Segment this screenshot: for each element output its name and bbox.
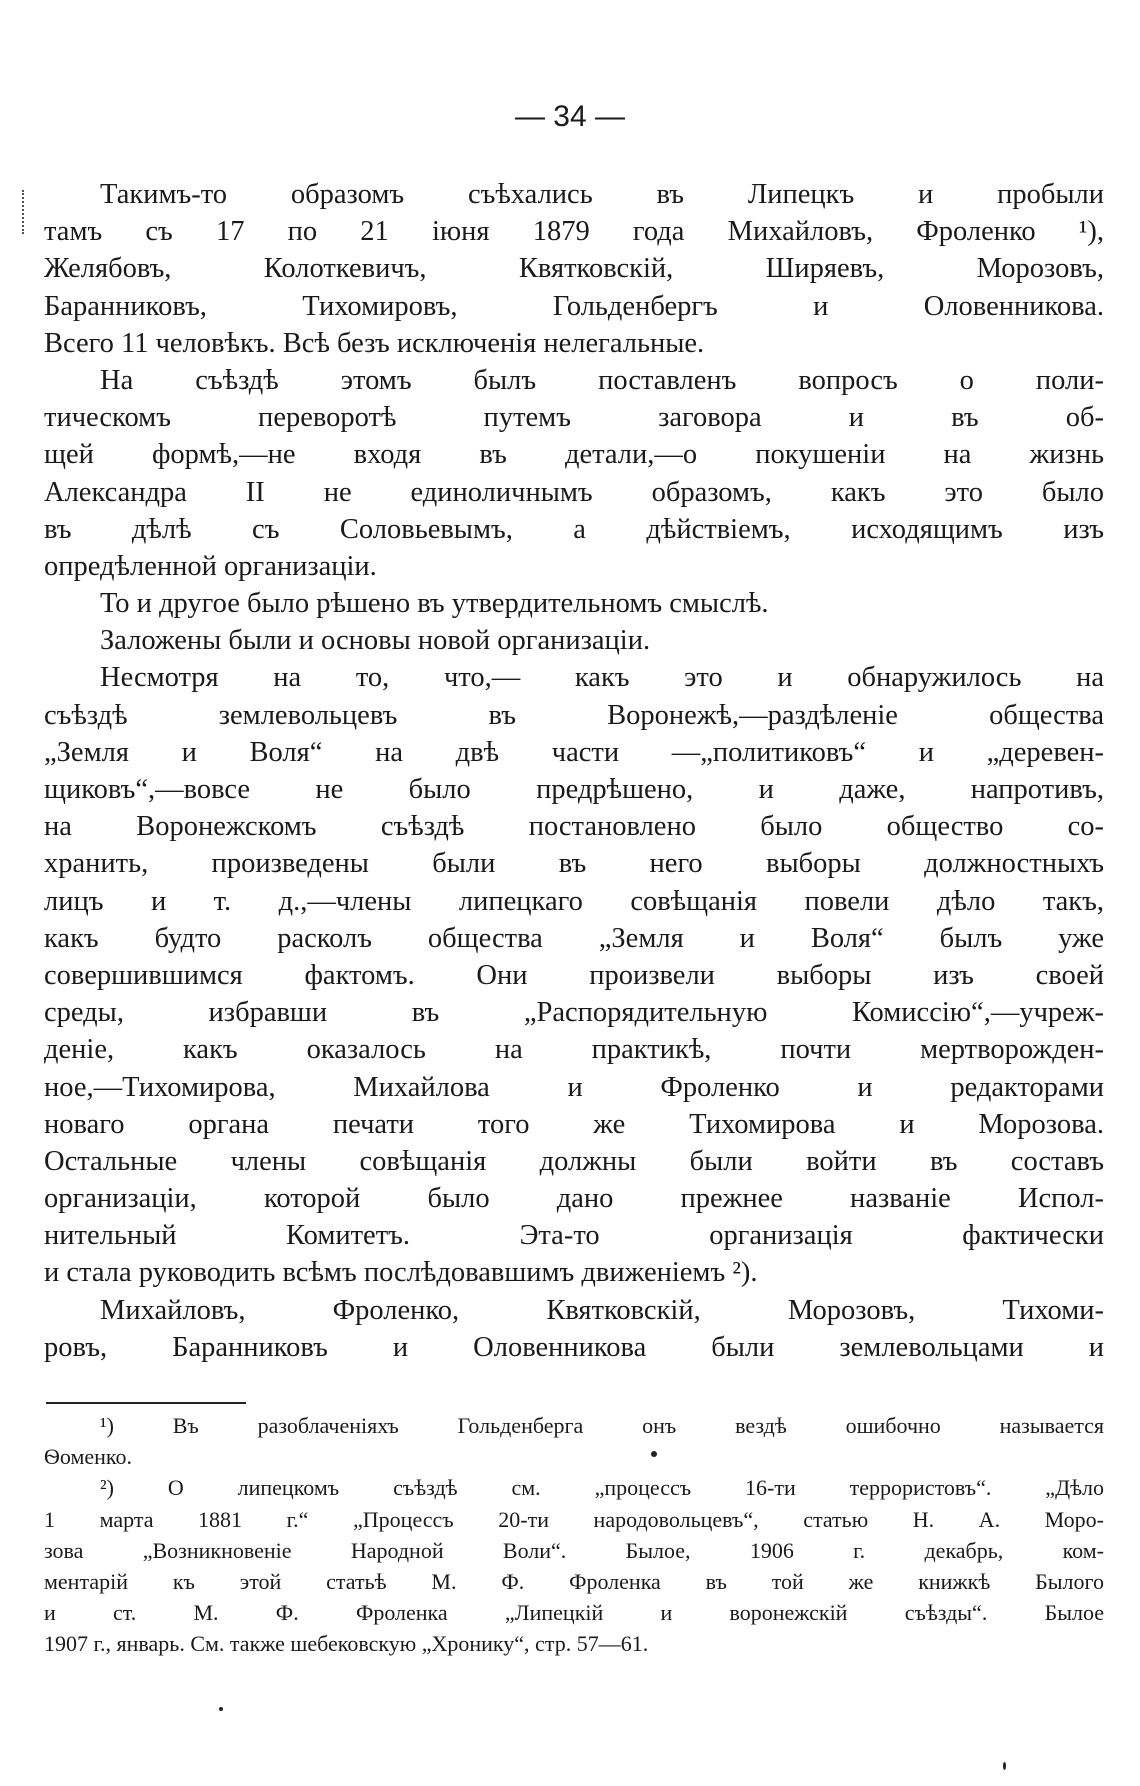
text-line: и стала руководить всѣмъ послѣдовавшимъ движеніемъ ²). <box>44 1257 758 1289</box>
text-line: Михайловъ, Фроленко, Квятковскій, Морозовъ, Тихоми- <box>100 1294 1104 1326</box>
text-line: хранить, произведены были въ него выборы должностныхъ <box>44 848 1104 880</box>
text-line: совершившимся фактомъ. Они произвели выборы изъ своей <box>44 959 1104 991</box>
paragraph <box>44 585 1104 659</box>
text-line: Всего 11 человѣкъ. Всѣ безъ исключенія нелегальные. <box>44 327 705 359</box>
text-line: ментарій къ этой статьѣ М. Ф. Фроленка въ той же книжкѣ Былого <box>44 1568 1104 1594</box>
text-line: 1 марта 1881 г.“ „Процессъ 20-ти народовольцевъ“, статью Н. А. Моро- <box>44 1506 1104 1532</box>
text-line: на Воронежскомъ съѣздѣ постановлено было общество со- <box>44 811 1104 843</box>
text-line: Несмотря на то, что,— какъ это и обнаружилось на <box>100 662 1104 694</box>
text-line: Такимъ-то образомъ съѣхались въ Липецкъ и пробыли <box>100 179 1104 210</box>
text-line: деніе, какъ оказалось на практикѣ, почти мертворожден- <box>44 1034 1104 1066</box>
text-line: опредѣленной организаціи. <box>44 550 377 582</box>
main-text <box>44 176 1104 1366</box>
text-line: ¹) Въ разоблаченіяхъ Гольденберга онъ вездѣ ошибочно называется <box>100 1413 1104 1438</box>
text-line: тамъ съ 17 по 21 іюня 1879 года Михайловъ, Фроленко ¹), <box>44 216 1104 248</box>
text-line: среды, избравши въ „Распорядительную Комиссію“,—учреж- <box>44 997 1104 1029</box>
text-line: Ѳоменко. <box>44 1444 132 1470</box>
footnote <box>44 1472 1104 1659</box>
text-line: зова „Возникновеніе Народной Воли“. Былое, 1906 г. декабрь, ком- <box>44 1537 1104 1563</box>
text-line: какъ будто расколъ общества „Земля и Воля“ былъ уже <box>44 922 1104 954</box>
text-line: лицъ и т. д.,—члены липецкаго совѣщанія повели дѣло такъ, <box>44 885 1104 917</box>
ink-speck <box>1003 1762 1006 1770</box>
text-line: Желябовъ, Колоткевичъ, Квятковскій, Ширяевъ, Морозовъ, <box>44 253 1104 285</box>
text-line: новаго органа печати того же Тихомирова и Морозова. <box>44 1108 1104 1140</box>
text-line: Заложены были и основы новой организаціи. <box>100 625 651 657</box>
text-line: нительный Комитетъ. Эта-то организація фактически <box>44 1220 1104 1252</box>
text-line: тическомъ переворотѣ путемъ заговора и въ об- <box>44 402 1104 434</box>
text-line: Остальные члены совѣщанія должны были войти въ составъ <box>44 1145 1104 1177</box>
text-line: Александра II не единоличнымъ образомъ, какъ это было <box>44 476 1104 508</box>
ink-speck <box>651 1451 657 1457</box>
text-line: На съѣздѣ этомъ былъ поставленъ вопросъ о поли- <box>100 364 1104 396</box>
text-line: и ст. М. Ф. Фроленка „Липецкій и воронежскій съѣзды“. Былое <box>44 1600 1104 1626</box>
text-line: ровъ, Баранниковъ и Оловенникова были землевольцами и <box>44 1331 1104 1363</box>
page-number: — 34 — <box>514 100 626 133</box>
text-line: ное,—Тихомирова, Михайлова и Фроленко и редакторами <box>44 1071 1104 1103</box>
text-line: ²) О липецкомъ съѣздѣ см. „процессъ 16-ти террористовъ“. „Дѣло <box>100 1475 1104 1501</box>
text-line: организаціи, которой было дано прежнее названіе Испол- <box>44 1183 1104 1215</box>
margin-mark <box>22 190 26 234</box>
paragraph <box>44 362 1104 585</box>
footnote <box>44 1410 1104 1472</box>
text-line: 1907 г., январь. См. также шебековскую „Хронику“, стр. 57—61. <box>44 1631 649 1657</box>
text-line: „Земля и Воля“ на двѣ части —„политиковъ“ и „деревен- <box>44 736 1104 768</box>
text-line: щей формѣ,—не входя въ детали,—о покушеніи на жизнь <box>44 439 1104 471</box>
paragraph <box>44 659 1104 1291</box>
footnotes <box>44 1410 1104 1660</box>
paragraph <box>44 176 1104 362</box>
text-line: щиковъ“,—вовсе не было предрѣшено, и даже, напротивъ, <box>44 774 1104 805</box>
ink-speck <box>219 1707 223 1711</box>
paragraph <box>44 1292 1104 1366</box>
text-line: съѣздѣ землевольцевъ въ Воронежѣ,—раздѣленіе общества <box>44 699 1104 731</box>
text-line: Баранниковъ, Тихомировъ, Гольденбергъ и Оловенникова. <box>44 290 1104 322</box>
text-line: То и другое было рѣшено въ утвердительномъ смыслѣ. <box>100 588 769 620</box>
text-line: въ дѣлѣ съ Соловьевымъ, а дѣйствіемъ, исходящимъ изъ <box>44 513 1104 545</box>
footnote-rule <box>46 1402 246 1404</box>
